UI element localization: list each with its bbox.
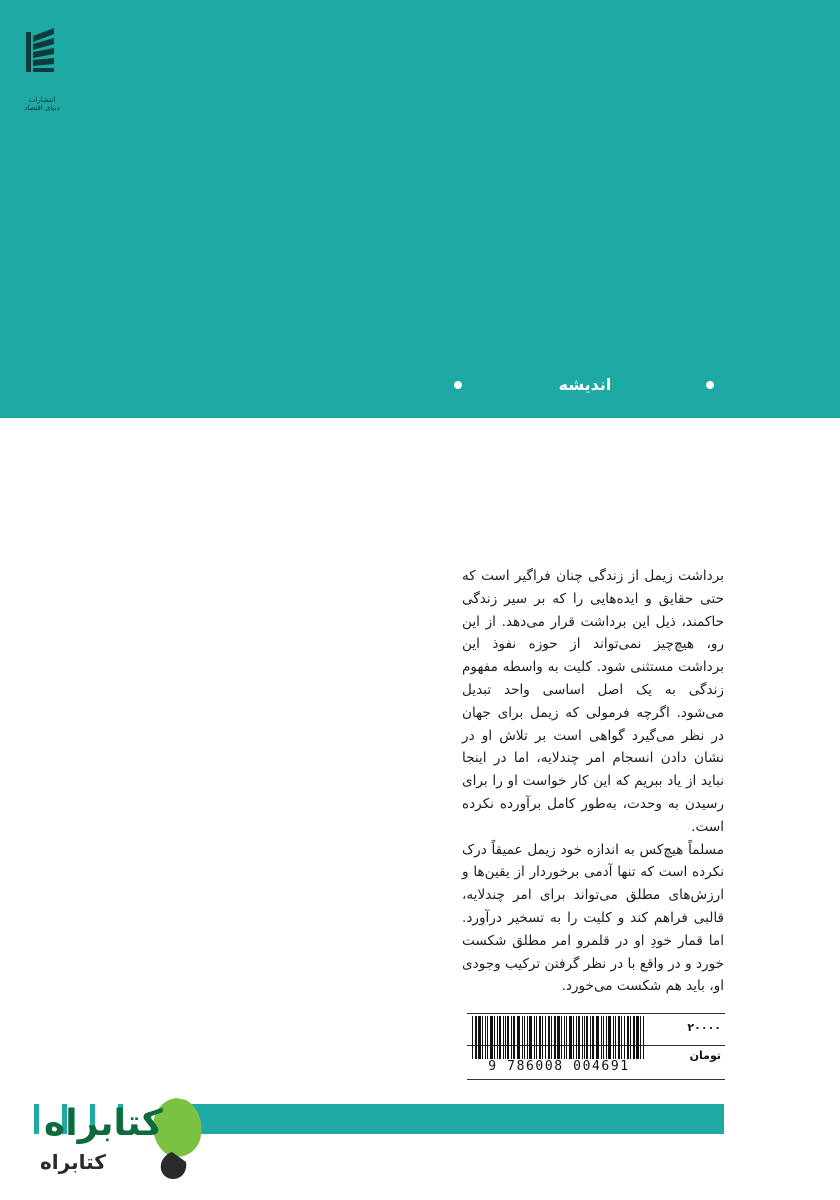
barcode-stripe xyxy=(511,1016,512,1060)
barcode-stripe xyxy=(472,1016,473,1060)
barcode-stripe xyxy=(643,1016,644,1060)
barcode-stripe xyxy=(536,1016,537,1060)
cover-top-band xyxy=(0,0,840,418)
divider-top xyxy=(467,1013,725,1014)
bottom-bar xyxy=(190,1104,724,1134)
barcode-stripe xyxy=(608,1016,611,1060)
barcode-stripe xyxy=(490,1016,493,1060)
barcode-stripe xyxy=(582,1016,583,1060)
barcode-stripe xyxy=(494,1016,495,1060)
barcode-stripe xyxy=(482,1016,483,1060)
barcode-stripe xyxy=(606,1016,607,1060)
publisher-logo-icon xyxy=(24,26,58,76)
series-row xyxy=(450,372,720,400)
barcode-stripe xyxy=(478,1016,481,1060)
barcode-stripe xyxy=(615,1016,616,1060)
barcode-stripe xyxy=(636,1016,639,1060)
barcode-stripe xyxy=(564,1016,565,1060)
barcode-stripe xyxy=(503,1016,504,1060)
barcode-stripe xyxy=(566,1016,567,1060)
publisher-name: انتشارات دنیای اقتصاد xyxy=(24,96,60,112)
barcode-stripe xyxy=(527,1016,528,1060)
divider-bottom xyxy=(467,1079,725,1080)
barcode-stripe xyxy=(569,1016,572,1060)
watermark-text: کتابراه xyxy=(44,1103,163,1144)
isbn-number: 9 786008 004691 xyxy=(467,1059,651,1074)
barcode-stripe xyxy=(613,1016,614,1060)
barcode-stripe xyxy=(551,1016,552,1060)
barcode-stripe xyxy=(505,1016,506,1060)
price-amount: ۲۰۰۰۰ xyxy=(687,1021,721,1034)
barcode-stripe xyxy=(561,1016,562,1060)
bottom-tick xyxy=(34,1104,39,1134)
barcode-stripe xyxy=(497,1016,498,1060)
barcode-stripe xyxy=(601,1016,602,1060)
barcode-stripe xyxy=(584,1016,585,1060)
barcode-stripe xyxy=(586,1016,588,1060)
barcode-stripe xyxy=(485,1016,486,1060)
barcode-stripe xyxy=(578,1016,580,1060)
price-barcode-box xyxy=(467,1013,725,1081)
blurb-paragraph: برداشت زیمل از زندگی چنان فراگیر است که حتی حقایق و ایده‌هایی را که بر سیر زندگی حاکمند، ذیل این برداشت قرار می‌دهد. از این رو، هیچ‌چیز نمی‌تواند از حوزه نفوذ این برداشت مستثنی شود. کلیت به واسطه مفهوم زندگی به یک اصل اساسی واحد تبدیل می‌شود. اگرچه فرمولی که زیمل برای جهان در نظر می‌گیرد گواهی است بر تلاش او در نشان دادن انسجام امر چندلایه، اما در اینجا نباید از یاد ببریم که این کار خواست او را برای رسیدن به وحدت، به‌طور کامل برآورده نکرده است. xyxy=(462,568,724,835)
barcode-stripe xyxy=(517,1016,520,1060)
barcode-stripe xyxy=(513,1016,515,1060)
barcode-stripe xyxy=(603,1016,604,1060)
barcode-stripe xyxy=(630,1016,631,1060)
barcode-stripe xyxy=(640,1016,641,1060)
barcode-stripe xyxy=(529,1016,532,1060)
barcode-stripe xyxy=(499,1016,501,1060)
isbn-barcode xyxy=(470,1016,648,1064)
barcode-stripe xyxy=(621,1016,622,1060)
series-label: اندیشه xyxy=(558,375,612,394)
barcode-stripe xyxy=(596,1016,599,1060)
series-dot-right xyxy=(706,381,714,389)
barcode-stripe xyxy=(618,1016,620,1060)
barcode-stripe xyxy=(542,1016,543,1060)
barcode-stripe xyxy=(590,1016,591,1060)
barcode-stripe xyxy=(576,1016,577,1060)
barcode-stripe xyxy=(624,1016,625,1060)
barcode-stripe xyxy=(475,1016,477,1060)
barcode-stripe xyxy=(545,1016,546,1060)
price-currency: تومان xyxy=(689,1049,721,1062)
barcode-stripe xyxy=(524,1016,525,1060)
back-cover-blurb xyxy=(462,565,724,998)
barcode-stripe xyxy=(487,1016,488,1060)
barcode-stripe xyxy=(548,1016,550,1060)
barcode-stripe xyxy=(522,1016,523,1060)
barcode-stripe xyxy=(633,1016,635,1060)
barcode-stripe xyxy=(557,1016,560,1060)
barcode-stripe xyxy=(554,1016,556,1060)
barcode-stripe xyxy=(534,1016,535,1060)
barcode-stripe xyxy=(592,1016,594,1060)
barcode-stripe xyxy=(627,1016,629,1060)
barcode-stripe xyxy=(539,1016,541,1060)
watermark-subtext: کتابراه xyxy=(40,1150,106,1174)
barcode-stripe xyxy=(507,1016,509,1060)
blurb-paragraph: مسلماً هیچ‌کس به اندازه خود زیمل عمیقاً درک نکرده است که تنها آدمی برخوردار از یقین‌ها و ارزش‌های مطلق می‌تواند برای امر چندلایه، قالبی فراهم کند و کلیت را به تسخیر درآورد. اما قمار خودِ او در قلمرو امر مطلق شکست خورد و در واقع با در نظر گرفتن ترکیب وجودی او، باید هم شکست می‌خورد. xyxy=(462,841,724,995)
barcode-stripe xyxy=(573,1016,574,1060)
